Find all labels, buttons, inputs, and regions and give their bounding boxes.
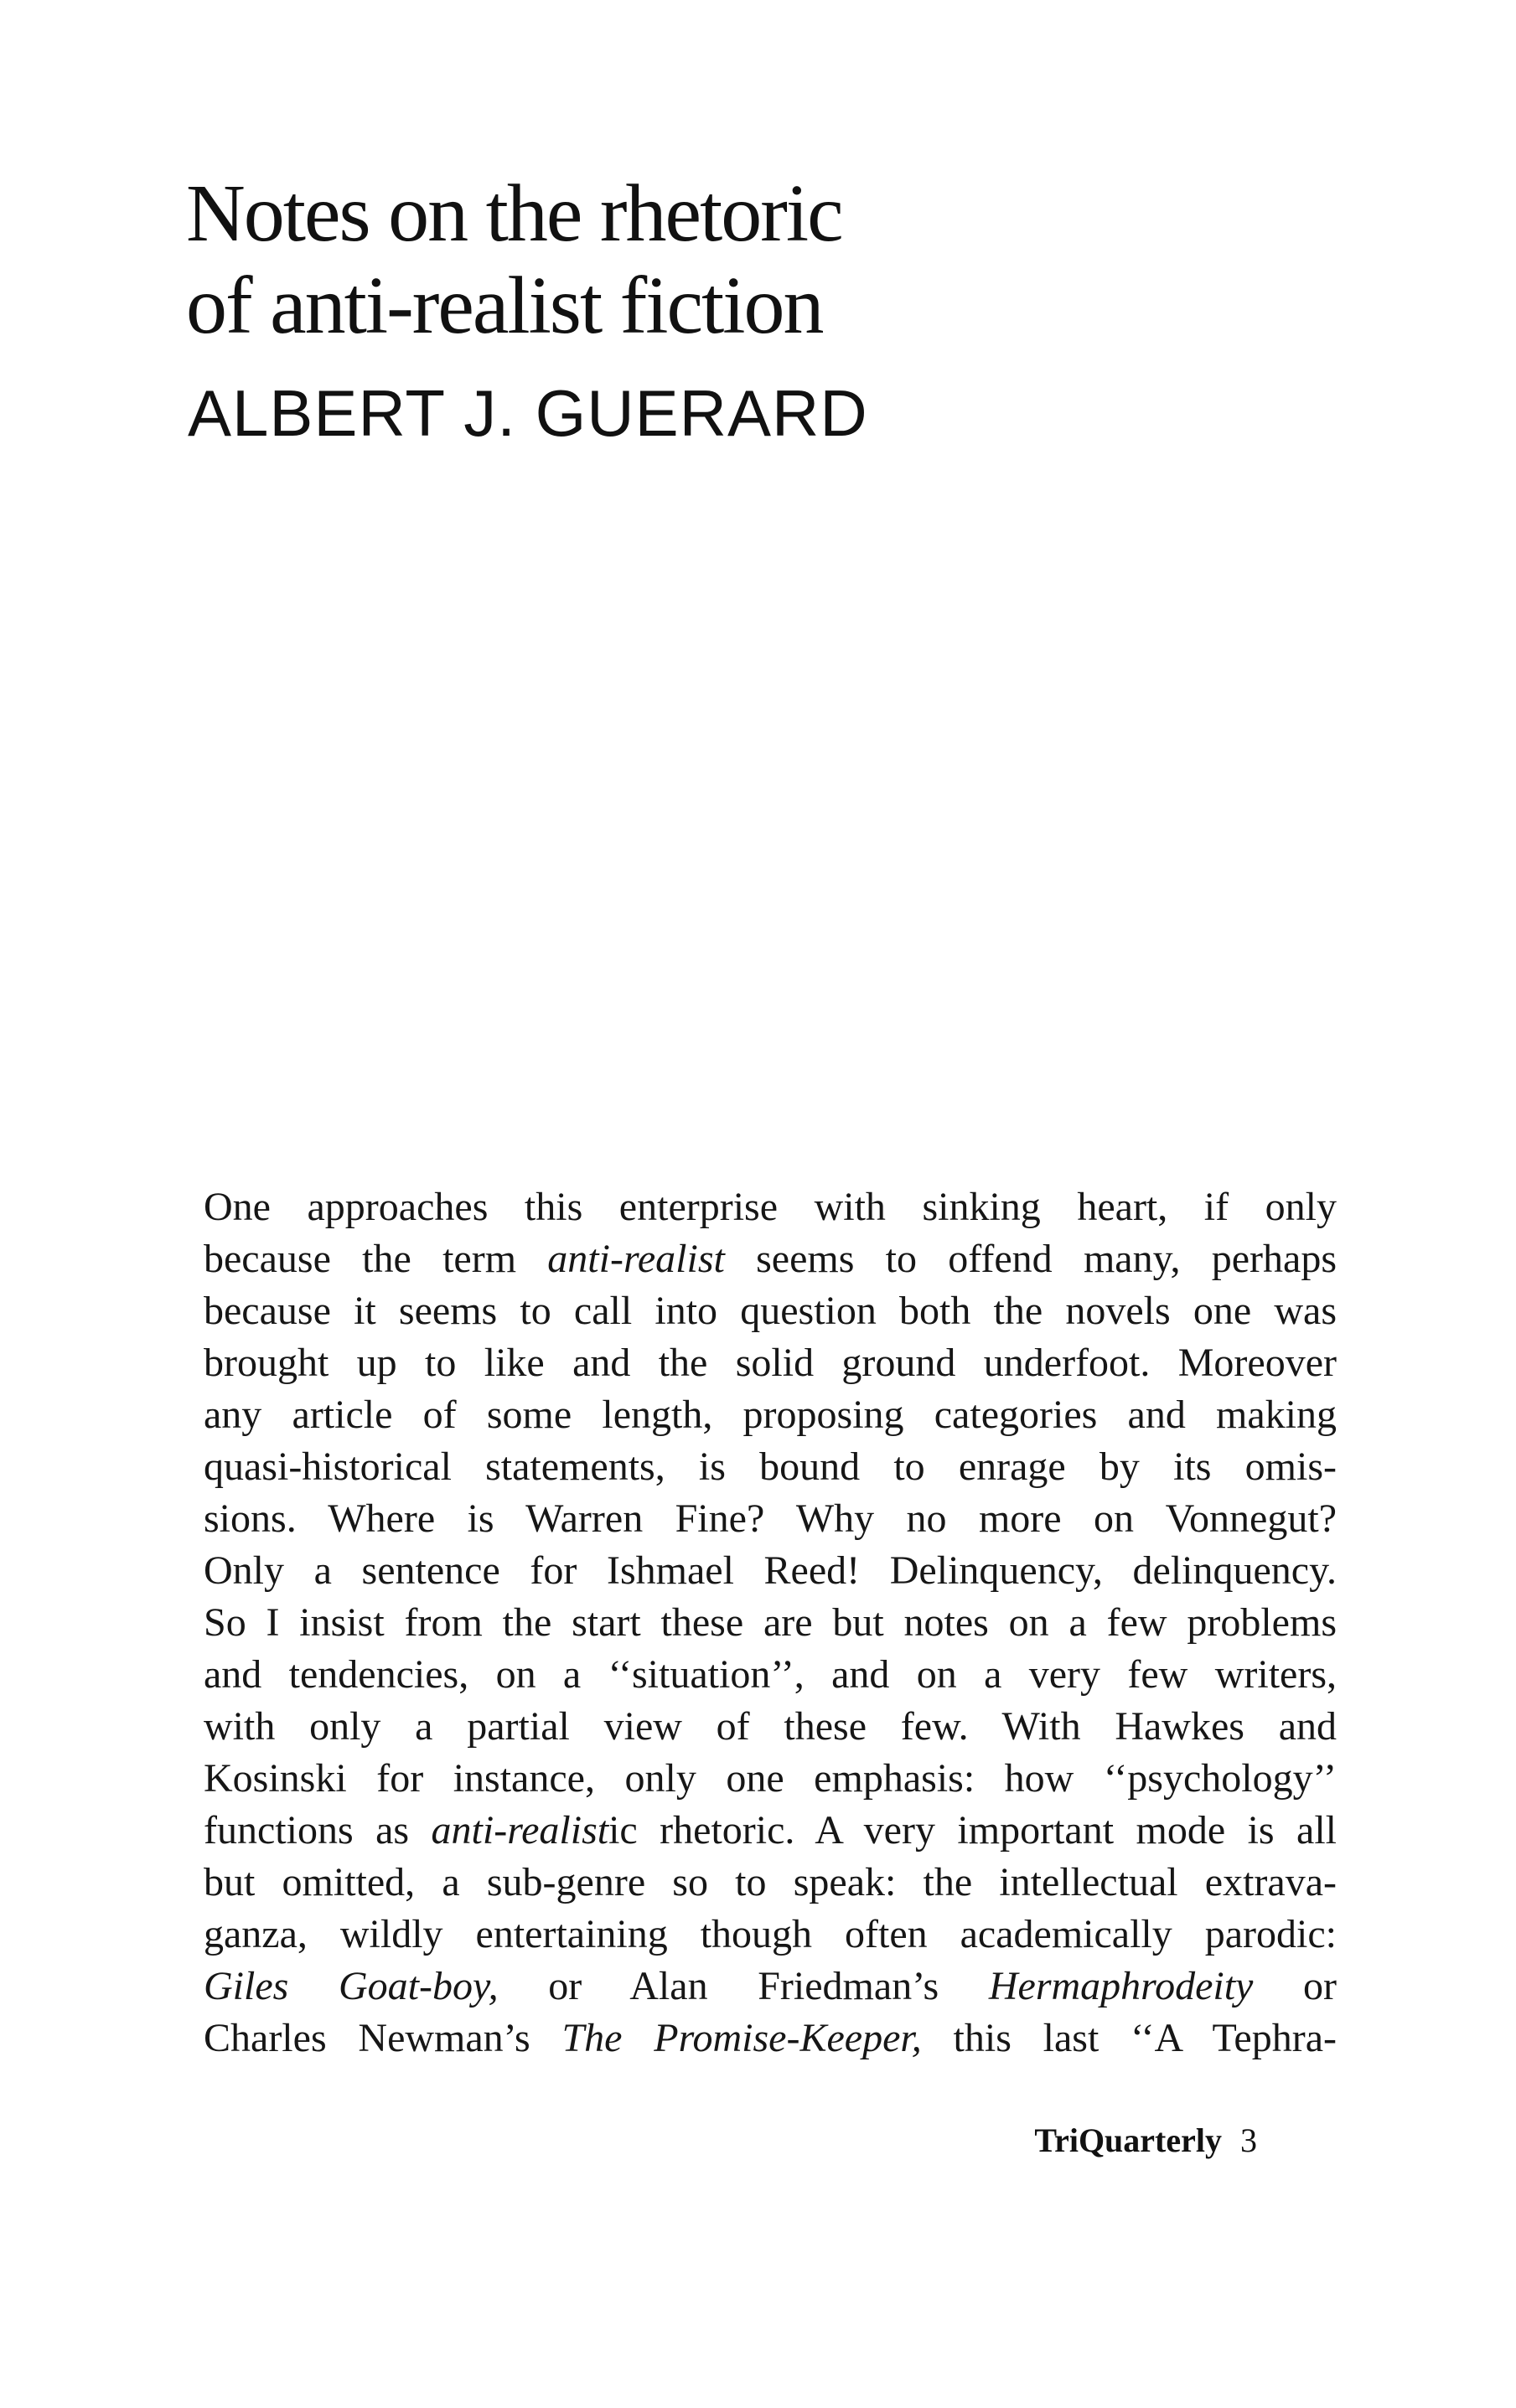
body-line: functions as anti-realistic rhetoric. A very important mode is all [204, 1808, 1337, 1853]
body-line: with only a partial view of these few. With Hawkes and [204, 1704, 1337, 1749]
body-line: any article of some length, proposing categories and making [204, 1393, 1337, 1437]
title-line-2: of anti-realist fiction [186, 261, 823, 351]
page-footer [1006, 2120, 1257, 2162]
body-line: ganza, wildly entertaining though often academically parodic: [204, 1912, 1337, 1956]
italic-term: Giles Goat-boy, [204, 1964, 499, 2008]
italic-term: anti-realist [547, 1237, 725, 1281]
body-line: Giles Goat-boy, or Alan Friedman’s Hermaphrodeity or [204, 1964, 1337, 2008]
body-line: sions. Where is Warren Fine? Why no more on Vonnegut? [204, 1496, 1337, 1541]
body-paragraph [204, 1181, 1337, 2064]
body-line: but omitted, a sub-genre so to speak: the intellectual extrava- [204, 1860, 1337, 1904]
article-title [186, 168, 1359, 352]
body-line: and tendencies, on a ‘‘situation’’, and on a very few writers, [204, 1652, 1337, 1697]
italic-term: The Promise-Keeper, [561, 2016, 922, 2060]
body-line: So I insist from the start these are but notes on a few problems [204, 1600, 1337, 1645]
title-line-1: Notes on the rhetoric [186, 168, 842, 259]
body-line: One approaches this enterprise with sinking heart, if only [204, 1185, 1337, 1229]
author-name: ALBERT J. GUERARD [188, 376, 868, 450]
journal-name: TriQuarterly [1034, 2121, 1222, 2159]
body-line: Kosinski for instance, only one emphasis: how ‘‘psychology’’ [204, 1756, 1337, 1801]
body-line: Charles Newman’s The Promise-Keeper, this last ‘‘A Tephra- [204, 2016, 1337, 2060]
italic-term: Hermaphrodeity [988, 1964, 1254, 2008]
body-line: Only a sentence for Ishmael Reed! Delinquency, delinquency. [204, 1548, 1337, 1593]
body-line: quasi-historical statements, is bound to enrage by its omis- [204, 1444, 1337, 1489]
page-number: 3 [1240, 2121, 1257, 2159]
body-line: because the term anti-realist seems to offend many, perhaps [204, 1237, 1337, 1281]
body-line: because it seems to call into question both the novels one was [204, 1289, 1337, 1333]
italic-term: anti-realist [431, 1808, 609, 1853]
body-line: brought up to like and the solid ground underfoot. Moreover [204, 1341, 1337, 1385]
